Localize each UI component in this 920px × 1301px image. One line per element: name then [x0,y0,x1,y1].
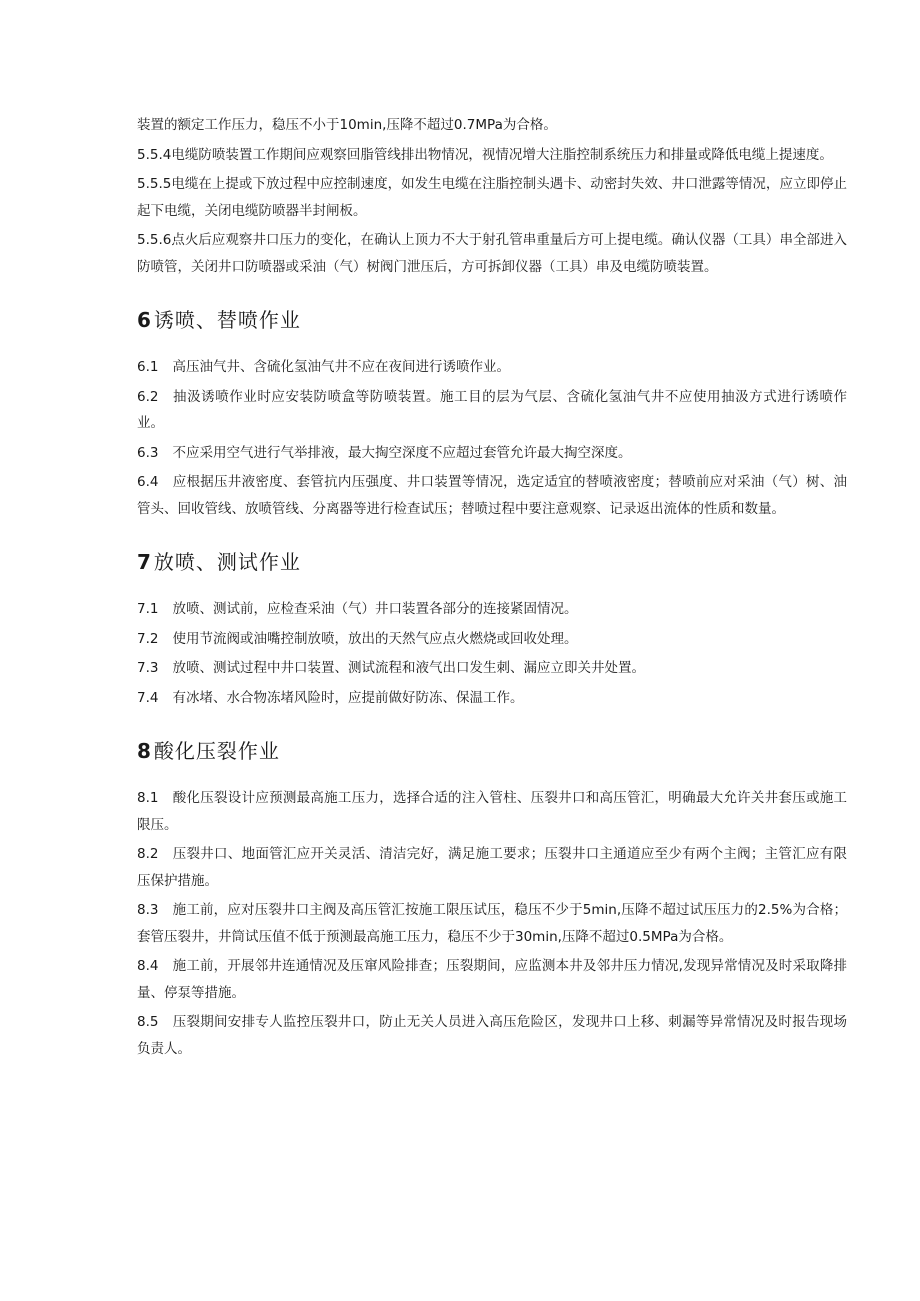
paragraph [137,841,847,894]
paragraph-text: 使用节流阀或油嘴控制放喷，放出的天然气应点火燃烧或回收处理。 [172,630,578,647]
paragraph-text: 施工前，应对压裂井口主阀及高压管汇按施工限压试压，稳压不少于5min,压降不超过试压压力的2.5%为合格；套管压裂井，井筒试压值不低于预测最高施工压力，稳压不少于30min,压降不超过0.5MPa为合格。 [137,902,847,945]
paragraph-number: 5.5.4 [137,146,172,163]
paragraph-number: 8.2 [137,846,159,862]
paragraph-number: 6.3 [137,444,159,461]
paragraph-text: 压裂井口、地面管汇应开关灵活、清洁完好，满足施工要求；压裂井口主通道应至少有两个主阀；主管汇应有限压保护措施。 [137,846,847,889]
paragraph [137,384,847,437]
paragraph-number: 8.1 [137,790,159,806]
paragraph-text: 装置的额定工作压力，稳压不小于10min,压降不超过0.7MPa为合格。 [137,117,557,133]
paragraph-number: 7.3 [137,660,159,676]
paragraph [137,897,847,950]
paragraph-text: 电缆在上提或下放过程中应控制速度，如发生电缆在注脂控制头遇卡、动密封失效、井口泄露等情况，应立即停止起下电缆，关闭电缆防喷器半封闸板。 [137,176,847,219]
section-7 [137,548,847,711]
paragraph-number: 6.1 [137,359,159,375]
paragraph [137,953,847,1006]
paragraph-text: 酸化压裂设计应预测最高施工压力，选择合适的注入管柱、压裂井口和高压管汇，明确最大允许关井套压或施工限压。 [137,790,847,833]
paragraph-text: 高压油气井、含硫化氢油气井不应在夜间进行诱喷作业。 [172,359,510,375]
section-heading [137,737,847,765]
paragraph-number: 5.5.5 [137,176,172,192]
section-5-continuation [137,112,847,280]
paragraph-text: 点火后应观察井口压力的变化，在确认上顶力不大于射孔管串重量后方可上提电缆。确认仪器（工具）串全部进入防喷管，关闭井口防喷器或采油（气）树阀门泄压后，方可拆卸仪器（工具）串及电缆防喷装置。 [137,232,847,275]
paragraph-text: 放喷、测试前，应检查采油（气）井口装置各部分的连接紧固情况。 [172,601,578,617]
paragraph [137,655,847,682]
paragraph-number: 8.4 [137,958,159,974]
section-heading-title: 诱喷、替喷作业 [153,308,301,332]
paragraph-text: 电缆防喷装置工作期间应观察回脂管线排出物情况，视情况增大注脂控制系统压力和排量或降低电缆上提速度。 [171,146,833,163]
paragraph [137,142,847,169]
document-page [137,112,847,1065]
paragraph-number: 7.2 [137,630,159,647]
paragraph [137,1009,847,1062]
paragraph-text: 压裂期间安排专人监控压裂井口，防止无关人员进入高压危险区，发现井口上移、刺漏等异常情况及时报告现场负责人。 [137,1014,847,1057]
paragraph-number: 7.1 [137,601,159,617]
paragraph-number: 7.4 [137,689,159,706]
section-heading [137,306,847,334]
section-6 [137,306,847,522]
section-8 [137,737,847,1062]
paragraph [137,626,847,653]
section-heading-title: 酸化压裂作业 [153,739,280,763]
paragraph-text: 不应采用空气进行气举排液，最大掏空深度不应超过套管允许最大掏空深度。 [172,444,632,461]
paragraph [137,112,847,139]
paragraph-text: 放喷、测试过程中井口装置、测试流程和液气出口发生刺、漏应立即关井处置。 [172,660,645,676]
paragraph-text: 施工前，开展邻井连通情况及压窜风险排查；压裂期间，应监测本井及邻井压力情况,发现异常情况及时采取降排量、停泵等措施。 [137,958,847,1001]
section-heading-number: 8 [137,739,152,763]
paragraph [137,785,847,838]
paragraph-text: 有冰堵、水合物冻堵风险时，应提前做好防冻、保温工作。 [172,689,524,706]
section-heading [137,548,847,576]
paragraph [137,685,847,712]
section-heading-number: 7 [137,550,152,574]
paragraph-number: 8.3 [137,902,159,918]
paragraph-text: 抽汲诱喷作业时应安装防喷盒等防喷装置。施工目的层为气层、含硫化氢油气井不应使用抽汲方式进行诱喷作业。 [137,388,847,431]
paragraph [137,171,847,224]
paragraph-number: 6.2 [137,388,159,405]
paragraph [137,596,847,623]
paragraph [137,440,847,467]
section-heading-title: 放喷、测试作业 [153,550,301,574]
section-heading-number: 6 [137,308,152,332]
paragraph-text: 应根据压井液密度、套管抗内压强度、井口装置等情况，选定适宜的替喷液密度；替喷前应对采油（气）树、油管头、回收管线、放喷管线、分离器等进行检查试压；替喷过程中要注意观察、记录返出流体的性质和数量。 [137,474,847,517]
paragraph-number: 6.4 [137,474,159,490]
paragraph [137,469,847,522]
paragraph-number: 8.5 [137,1014,159,1030]
paragraph [137,354,847,381]
paragraph [137,227,847,280]
paragraph-number: 5.5.6 [137,232,172,248]
